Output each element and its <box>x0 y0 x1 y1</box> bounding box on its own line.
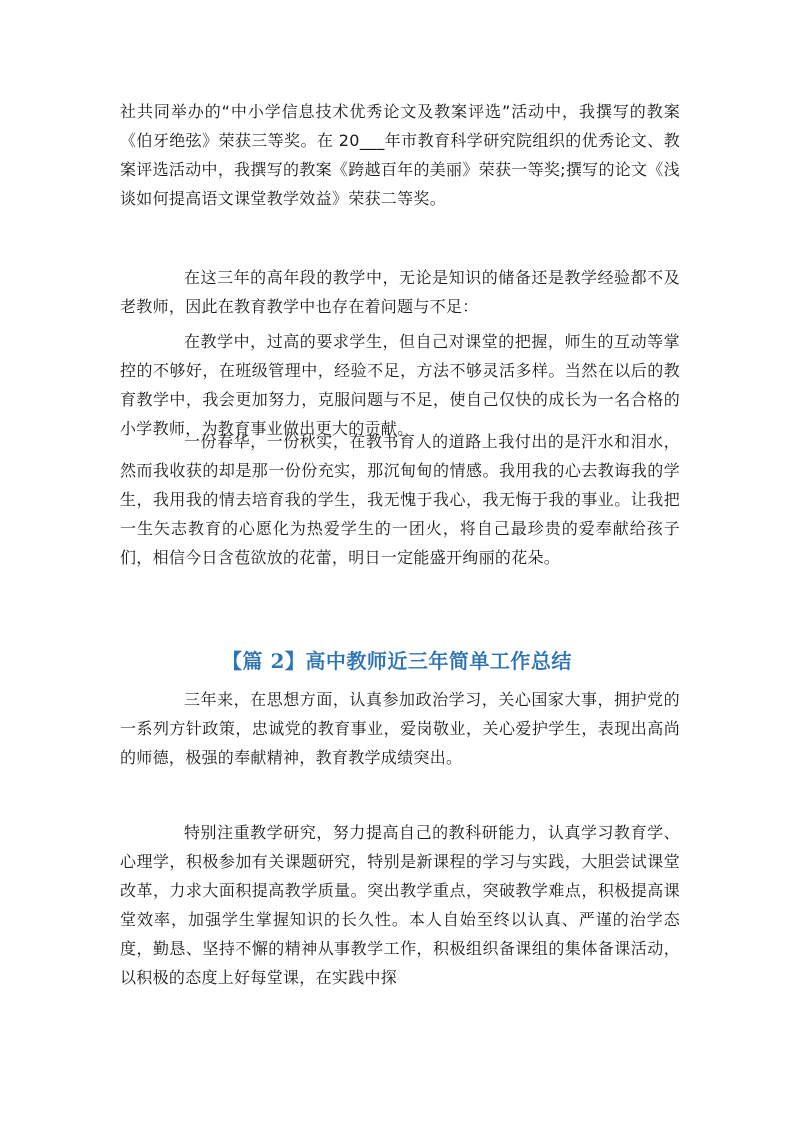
paragraph-teaching-research: 特别注重教学研究，努力提高自己的教科研能力，认真学习教育学、心理学，积极参加有关课题研究，特别是新课程的学习与实践，大胆尝试课堂改革，力求大面积提高教学质量。突出教学重点，突破教学难点，积极提高课堂效率，加强学生掌握知识的长久性。本人自始至终以认真、严谨的治学态度，勤恳、坚持不懈的精神从事教学工作，积极组织备课组的集体备课活动，以积极的态度上好每堂课，在实践中探 <box>120 823 680 987</box>
paragraph-awards: 社共同举办的“中小学信息技术优秀论文及教案评选”活动中，我撰写的教案《伯牙绝弦》荣获三等奖。在 20___年市教育科学研究院组织的优秀论文、教案评选活动中，我撰写的教案《跨越百年的美丽》荣获一等奖;撰写的论文《浅谈如何提高语文课堂教学效益》荣获二等奖。 <box>120 102 680 208</box>
paragraph-closing: 一份春华，一份秋实，在教书育人的道路上我付出的是汗水和泪水，然而我收获的却是那一份份充实，那沉甸甸的情感。我用我的心去教诲我的学生，我用我的情去培育我的学生，我无愧于我心，我无悔于我的事业。让我把一生矢志教育的心愿化为热爱学生的一团火，将自己最珍贵的爱奉献给孩子们，相信今日含苞欲放的花蕾，明日一定能盛开绚丽的花朵。 <box>120 432 680 567</box>
paragraph-shortcomings-detail: 在教学中，过高的要求学生，但自己对课堂的把握，师生的互动等掌控的不够好，在班级管理中，经验不足，方法不够灵活多样。当然在以后的教育教学中，我会更加努力，克服问题与不足，使自己仅快的成长为一名合格的小学教师，为教育事业做出更大的贡献。 <box>120 332 680 438</box>
section-heading: 【篇 2】高中教师近三年简单工作总结 <box>222 649 572 673</box>
paragraph-ideology: 三年来，在思想方面，认真参加政治学习，关心国家大事，拥护党的一系列方针政策，忠诚党的教育事业，爱岗敬业，关心爱护学生，表现出高尚的师德，极强的奉献精神，教育教学成绩突出。 <box>120 690 680 767</box>
paragraph-shortcomings-intro: 在这三年的高年段的教学中，无论是知识的储备还是教学经验都不及老教师，因此在教育教学中也存在着问题与不足： <box>120 268 680 316</box>
